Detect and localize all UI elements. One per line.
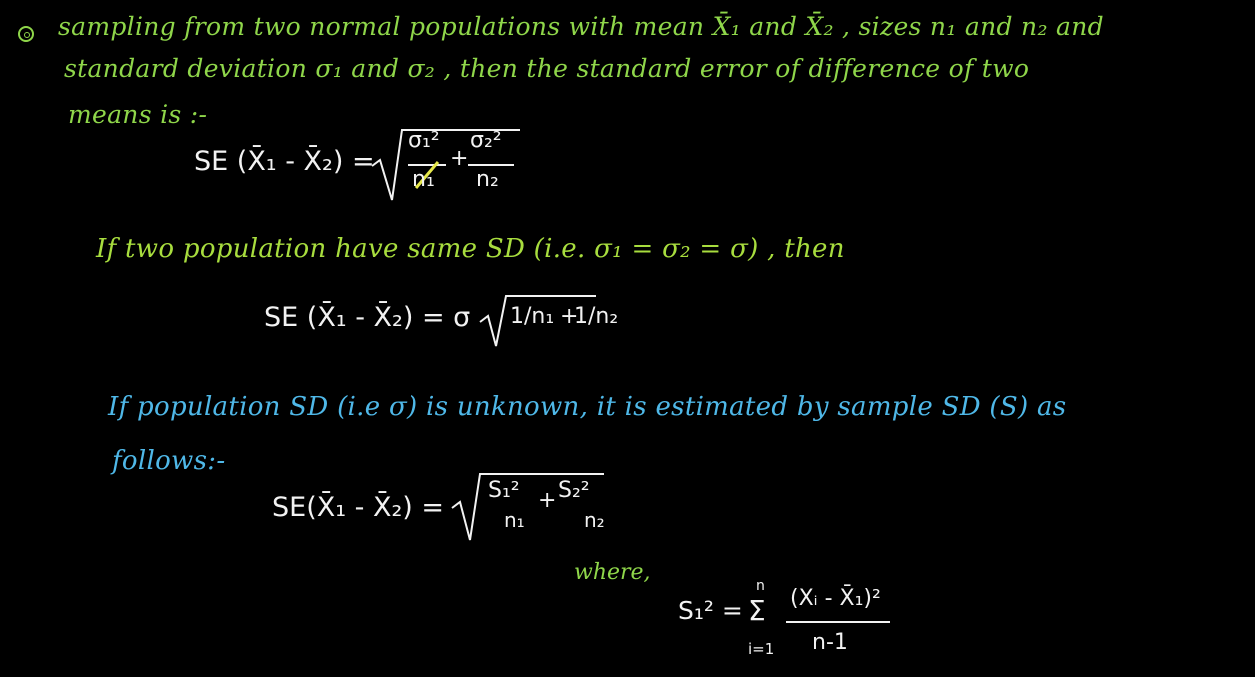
case-unknown-line-1: If population SD (i.e σ) is unknown, it is estimated by sample SD (S) as: [108, 392, 1067, 422]
case-same-sd-text: If two population have same SD (i.e. σ₁ = σ₂ = σ) , then: [96, 234, 845, 264]
formula-2-term1: 1/n₁: [510, 304, 555, 329]
formula-3-num1: S₁²: [488, 478, 520, 503]
formula-3-num2: S₂²: [558, 478, 590, 503]
where-label: where,: [574, 560, 651, 585]
intro-line-1: sampling from two normal populations with mean X̄₁ and X̄₂ , sizes n₁ and n₂ and: [58, 12, 1104, 41]
formula-2-lhs: SE (X̄₁ - X̄₂) = σ: [264, 302, 471, 333]
formula-3-den2: n₂: [584, 508, 605, 532]
formula-4-lower: i=1: [748, 640, 775, 658]
formula-1-den1: n₁: [412, 167, 435, 192]
formula-4-denominator: n-1: [812, 630, 848, 655]
formula-2-term2: 1/n₂: [574, 304, 619, 329]
intro-line-2: standard deviation σ₁ and σ₂ , then the standard error of difference of two: [64, 54, 1030, 83]
formula-1-lhs: SE (X̄₁ - X̄₂) =: [194, 146, 375, 177]
formula-3-plus: +: [538, 488, 557, 513]
intro-line-3: means is :-: [68, 100, 208, 129]
formula-1-plus: +: [450, 146, 469, 171]
formula-4-numerator: (Xᵢ - X̄₁)²: [790, 586, 881, 611]
formula-4-lhs: S₁² =: [678, 596, 743, 625]
formula-1-num2: σ₂²: [470, 128, 502, 153]
formula-4-sum: Σ: [748, 594, 766, 627]
formula-3-den1: n₁: [504, 508, 525, 532]
case-unknown-line-2: follows:-: [112, 446, 226, 476]
formula-1-num1: σ₁²: [408, 128, 440, 153]
formula-4-upper: n: [756, 578, 765, 594]
formula-3-lhs: SE(X̄₁ - X̄₂) =: [272, 492, 445, 523]
formula-2-plus: +: [560, 304, 579, 329]
formula-1-den2: n₂: [476, 167, 499, 192]
